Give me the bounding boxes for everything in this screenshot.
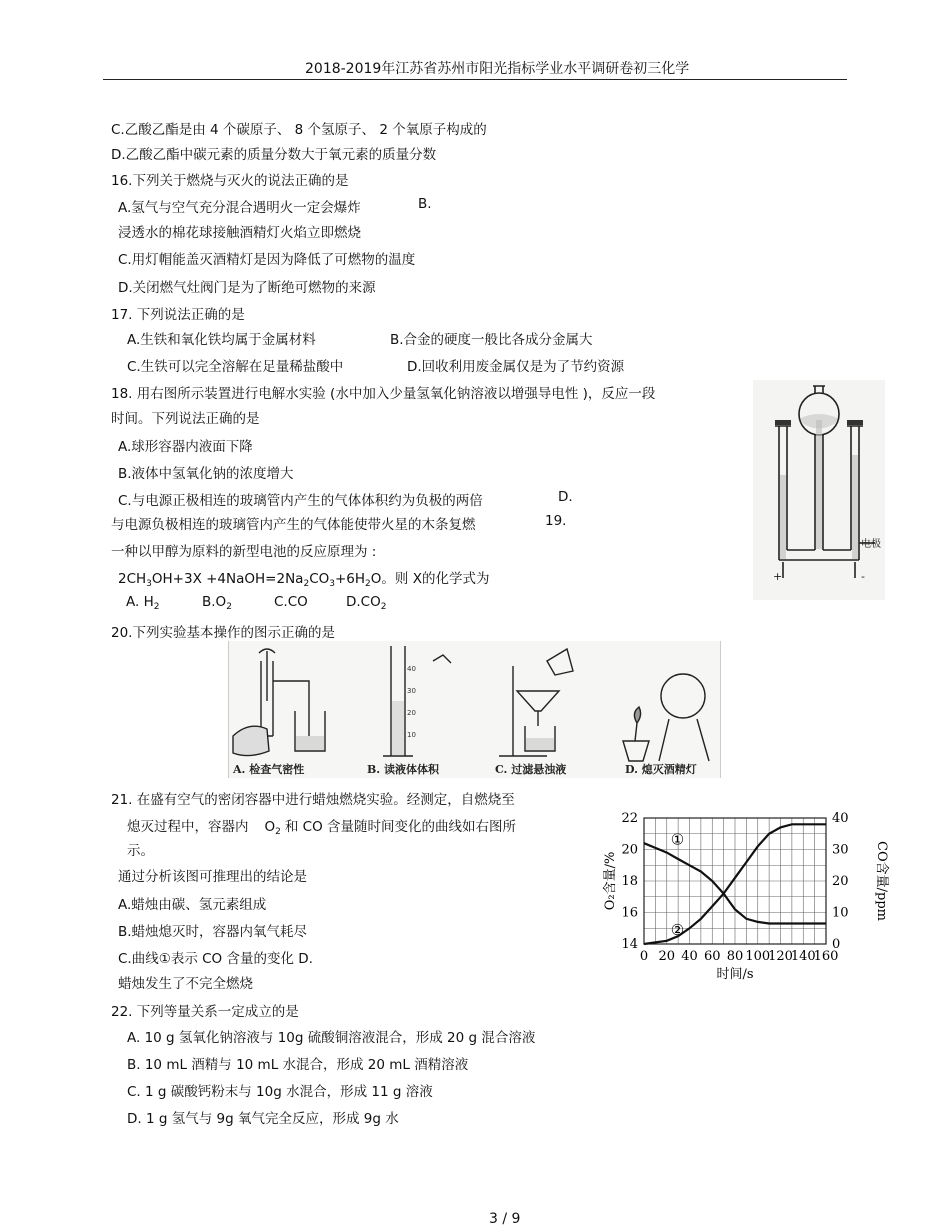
series-label-1: ①	[670, 830, 685, 849]
x-tick-label: 80	[726, 949, 744, 964]
q19-option-c: C.CO	[274, 594, 308, 610]
x-tick-label: 40	[681, 949, 698, 964]
q21-option-c: C.曲线①表示 CO 含量的变化 D.	[118, 951, 313, 967]
q22-stem: 22. 下列等量关系一定成立的是	[111, 1004, 299, 1020]
eq-sub-1: 3	[146, 579, 152, 589]
o2-co-content-chart	[596, 806, 896, 988]
q17-option-a: A.生铁和氧化铁均属于金属材料	[127, 332, 316, 348]
q17-option-d: D.回收利用废金属仅是为了节约资源	[407, 359, 625, 375]
x-tick-label: 60	[703, 949, 721, 964]
q16-option-d: D.关闭燃气灶阀门是为了断绝可燃物的来源	[118, 280, 376, 296]
x-axis-label: 时间/s	[716, 967, 754, 982]
series-label-2: ②	[670, 920, 685, 939]
q19-option-a: A. $H_2$	[126, 594, 160, 612]
q15-option-d: D.乙酸乙酯中碳元素的质量分数大于氧元素的质量分数	[111, 147, 437, 163]
q21-option-d: 蜡烛发生了不完全燃烧	[118, 976, 253, 992]
lab-operations-drawing	[229, 641, 720, 778]
plus-sign: +	[773, 570, 783, 583]
q19-stem-1: 一种以甲醇为原料的新型电池的反应原理为 :	[111, 544, 377, 560]
q18-stem-2: 时间。下列说法正确的是	[111, 411, 260, 427]
q18-option-d-label: D.	[558, 489, 573, 505]
q22-option-b: B. 10 mL 酒精与 10 mL 水混合，形成 20 mL 酒精溶液	[127, 1057, 469, 1073]
y-left-tick-label: 14	[621, 937, 638, 952]
lab-operations-figure	[228, 641, 721, 778]
q20-stem: 20.下列实验基本操作的图示正确的是	[111, 625, 335, 641]
funnel	[517, 691, 559, 711]
q17-stem: 17. 下列说法正确的是	[111, 307, 245, 323]
x-tick-label: 160	[813, 949, 839, 964]
eye-sketch	[433, 655, 451, 663]
eq-sub-3: 3	[329, 579, 335, 589]
q17-option-b: B.合金的硬度一般比各成分金属大	[390, 332, 593, 348]
q18-option-c: C.与电源正极相连的玻璃管内产生的气体体积约为负极的两倍	[118, 493, 483, 509]
cylinder-mark-10: 10	[407, 731, 416, 739]
q22-option-a: A. 10 g 氢氧化钠溶液与 10g 硫酸铜溶液混合，形成 20 g 混合溶液	[127, 1030, 536, 1046]
eq-part-1: 2CH	[118, 571, 147, 587]
caption-a: A. 检查气密性	[233, 763, 305, 776]
caption-b: B. 读液体体积	[367, 763, 439, 776]
caption-d: D. 熄灭酒精灯	[625, 763, 697, 776]
q22-option-d: D. 1 g 氢气与 9g 氧气完全反应，形成 9g 水	[127, 1111, 399, 1127]
y-left-tick-label: 16	[621, 905, 638, 921]
q18-option-a: A.球形容器内液面下降	[118, 439, 253, 455]
q16-stem: 16.下列关于燃烧与灭火的说法正确的是	[111, 173, 349, 189]
page-number: 3 / 9	[489, 1211, 521, 1227]
q16-option-c: C.用灯帽能盖灭酒精灯是因为降低了可燃物的温度	[118, 252, 416, 268]
minus-sign: -	[861, 570, 865, 583]
q16-option-b: 浸透水的棉花球接触酒精灯火焰立即燃烧	[118, 225, 361, 241]
caption-c: C. 过滤悬浊液	[495, 763, 567, 776]
q19-number: 19.	[545, 513, 567, 529]
boy-head	[661, 674, 705, 718]
y-right-tick-label: 20	[832, 874, 849, 889]
q21-stem-2: 熄灭过程中，容器内 $O_2$ 和 CO 含量随时间变化的曲线如右图所	[127, 819, 517, 837]
y-left-tick-label: 22	[621, 811, 638, 826]
electrolysis-apparatus-figure	[753, 380, 885, 600]
q21-stem-1: 21. 在盛有空气的密闭容器中进行蜡烛燃烧实验。经测定，自燃烧至	[111, 792, 515, 808]
cylinder-mark-40: 40	[407, 665, 416, 673]
header-rule	[103, 79, 847, 80]
y-right-tick-label: 0	[832, 937, 841, 952]
x-tick-label: 0	[639, 949, 649, 964]
delivery-tube-a	[273, 681, 309, 736]
q21-stem-3: 示。	[127, 843, 154, 859]
eq-part-5: O。则 X的化学式为	[370, 571, 490, 587]
page-header: 2018-2019年江苏省苏州市阳光指标学业水平调研卷初三化学	[305, 61, 690, 77]
pouring-beaker	[547, 649, 573, 675]
x-tick-label: 100	[745, 949, 771, 964]
q19-option-b: $B.O_2$	[202, 594, 232, 612]
q15-option-c: C.乙酸乙酯是由 4 个碳原子、 8 个氢原子、 2 个氧原子构成的	[111, 122, 487, 138]
x-tick-label: 140	[790, 949, 816, 964]
y-right-tick-label: 40	[832, 811, 849, 826]
alcohol-lamp	[623, 741, 649, 761]
eq-part-2: OH+3X +4NaOH=2Na	[151, 571, 304, 587]
q17-option-c: C.生铁可以完全溶解在足量稀盐酸中	[127, 359, 344, 375]
y-left-tick-label: 20	[621, 842, 638, 858]
q16-option-b-label: B.	[418, 196, 432, 212]
y-right-axis-label: CO含量/ppm	[874, 841, 889, 921]
q22-option-c: C. 1 g 碳酸钙粉末与 10g 水混合，形成 11 g 溶液	[127, 1084, 433, 1100]
eq-sub-4: 2	[365, 579, 371, 589]
y-right-tick-label: 10	[832, 905, 849, 921]
eq-sub-2: 2	[303, 579, 310, 589]
q21-stem-4: 通过分析该图可推理出的结论是	[118, 869, 307, 885]
q18-option-d: 与电源负极相连的玻璃管内产生的气体能使带火星的木条复燃	[111, 517, 476, 533]
q18-option-b: B.液体中氢氧化钠的浓度增大	[118, 466, 294, 482]
x-tick-label: 20	[658, 949, 676, 964]
y-left-tick-label: 18	[621, 874, 638, 889]
y-left-axis-label: O₂含量/%	[603, 851, 618, 911]
q21-option-a: A.蜡烛由碳、氢元素组成	[118, 897, 267, 913]
y-right-tick-label: 30	[832, 842, 849, 858]
q21-option-b: B.蜡烛熄灭时，容器内氧气耗尽	[118, 924, 308, 940]
q16-option-a: A.氢气与空气充分混合遇明火一定会爆炸	[118, 200, 361, 216]
electrode-label: 电极	[861, 539, 881, 550]
eq-part-4: +6H	[334, 571, 366, 587]
eq-part-3: CO	[309, 571, 330, 587]
q19-option-d: $D.CO_2$	[346, 594, 387, 612]
cylinder-mark-30: 30	[407, 687, 416, 695]
q19-equation	[118, 567, 489, 589]
x-tick-label: 120	[768, 949, 793, 964]
cylinder-mark-20: 20	[407, 709, 416, 717]
q18-stem-1: 18. 用右图所示装置进行电解水实验 (水中加入少量氢氧化钠溶液以增强导电性 )，反应一段	[111, 386, 656, 402]
